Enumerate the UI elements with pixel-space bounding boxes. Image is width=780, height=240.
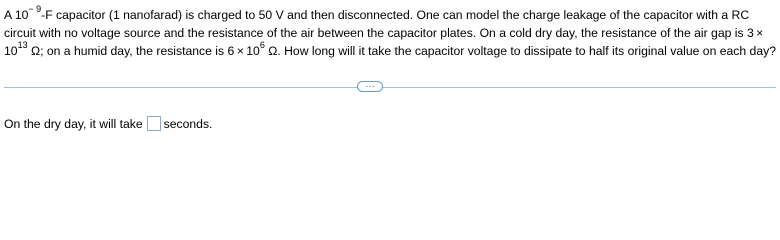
exponent-dry-resistance: 13 bbox=[17, 39, 28, 50]
ellipsis-icon: … bbox=[365, 79, 375, 90]
question-text bbox=[4, 3, 776, 60]
exponent-capacitance: − 9 bbox=[28, 3, 42, 14]
answer-prefix-label: On the dry day, it will take bbox=[4, 116, 143, 131]
section-divider bbox=[4, 87, 776, 88]
answer-unit-label: seconds. bbox=[163, 116, 213, 131]
question-text-part1: A 10 bbox=[4, 8, 29, 22]
question-text-part4: Ω. How long will it take the capacitor voltage to dissipate to half its original value on each day? bbox=[264, 44, 776, 58]
answer-input-field[interactable] bbox=[147, 116, 161, 131]
question-text-part2: -F capacitor (1 nanofarad) is charged to 50 V and then disconnected. One can model the charge leakage of the capacitor with a RC circuit with no voltage source and the resistance of the air between the capacitor plates. On a cold dry day, the resistance of the air gap is 3 × 10 bbox=[4, 8, 766, 58]
expand-more-button[interactable] bbox=[357, 81, 383, 92]
question-text-part3: Ω; on a humid day, the resistance is 6 × 10 bbox=[27, 44, 260, 58]
exponent-humid-resistance: 6 bbox=[259, 39, 265, 50]
answer-line bbox=[4, 115, 212, 132]
